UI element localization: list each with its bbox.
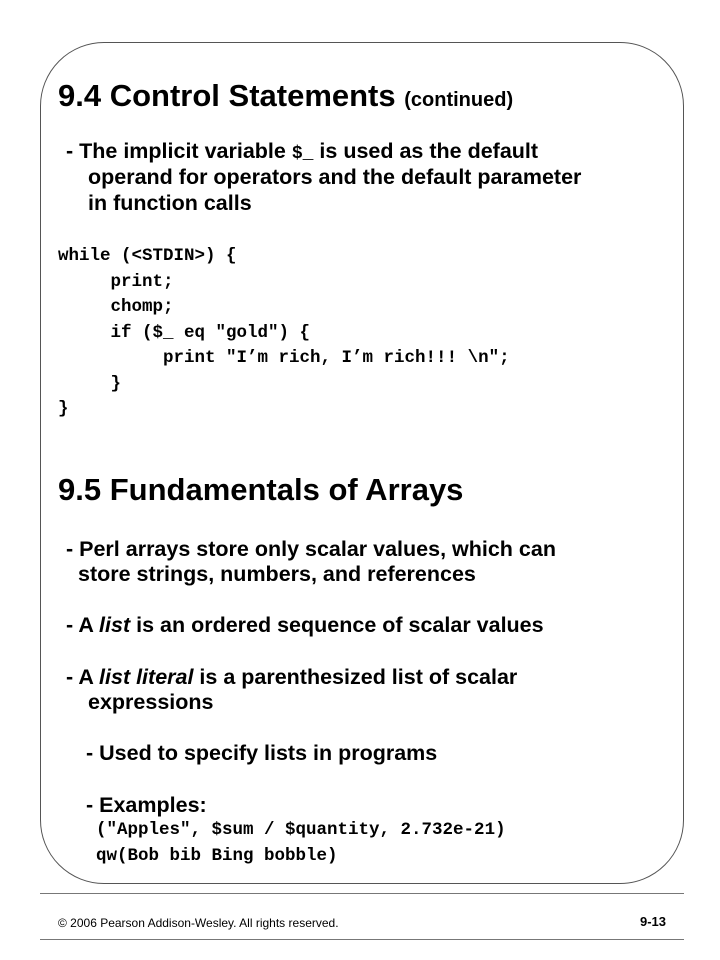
page-number: 9-13 xyxy=(640,914,667,929)
bullet-implicit-variable-line2: operand for operators and the default parameter xyxy=(88,165,582,189)
bullet-text: - The implicit variable xyxy=(66,139,292,163)
bullet-text-rest: is an ordered sequence of scalar values xyxy=(130,613,544,637)
code-line: } xyxy=(58,373,122,394)
bullet-list-literal-line2: expressions xyxy=(88,690,214,714)
bullet-scalar-values-line2: store strings, numbers, and references xyxy=(78,562,476,586)
bullet-scalar-values-line1: - Perl arrays store only scalar values, which can xyxy=(66,537,556,561)
code-example-list: ("Apples", $sum / $quantity, 2.732e-21) xyxy=(96,820,506,840)
bullet-list-literal-line1 xyxy=(66,664,517,690)
code-line: if ($_ eq "gold") { xyxy=(58,322,311,343)
copyright-text: © 2006 Pearson Addison-Wesley. All rights reserved. xyxy=(58,916,339,930)
bullet-list-definition xyxy=(66,612,544,638)
inline-code-var: $_ xyxy=(291,144,314,164)
code-line: print "I’m rich, I’m rich!!! \n"; xyxy=(58,348,510,368)
bullet-text: - A xyxy=(66,665,100,689)
heading-text: 9.4 Control Statements xyxy=(58,78,396,113)
term-list: list xyxy=(99,613,131,637)
footer-rule-top xyxy=(40,893,684,894)
code-example-qw: qw(Bob bib Bing bobble) xyxy=(96,846,338,866)
code-line: print; xyxy=(58,271,174,292)
bullet-text: - A xyxy=(66,613,100,637)
section-heading-fundamentals-of-arrays: 9.5 Fundamentals of Arrays xyxy=(58,472,464,507)
bullet-implicit-variable-line1 xyxy=(66,138,538,167)
bullet-implicit-variable-line3: in function calls xyxy=(88,191,252,215)
code-block-while-loop xyxy=(58,244,510,423)
sub-bullet-used-to-specify: - Used to specify lists in programs xyxy=(86,741,438,765)
sub-bullet-examples: - Examples: xyxy=(86,793,207,817)
footer-rule-bottom xyxy=(40,939,684,940)
code-line: } xyxy=(58,399,69,419)
code-line: while (<STDIN>) { xyxy=(58,246,237,266)
bullet-text-rest: is used as the default xyxy=(313,139,539,163)
code-line: chomp; xyxy=(58,297,174,317)
term-list-literal: list literal xyxy=(99,665,194,689)
section-heading-control-statements xyxy=(58,78,513,114)
bullet-text-rest: is a parenthesized list of scalar xyxy=(193,665,518,689)
heading-suffix: (continued) xyxy=(404,89,514,111)
